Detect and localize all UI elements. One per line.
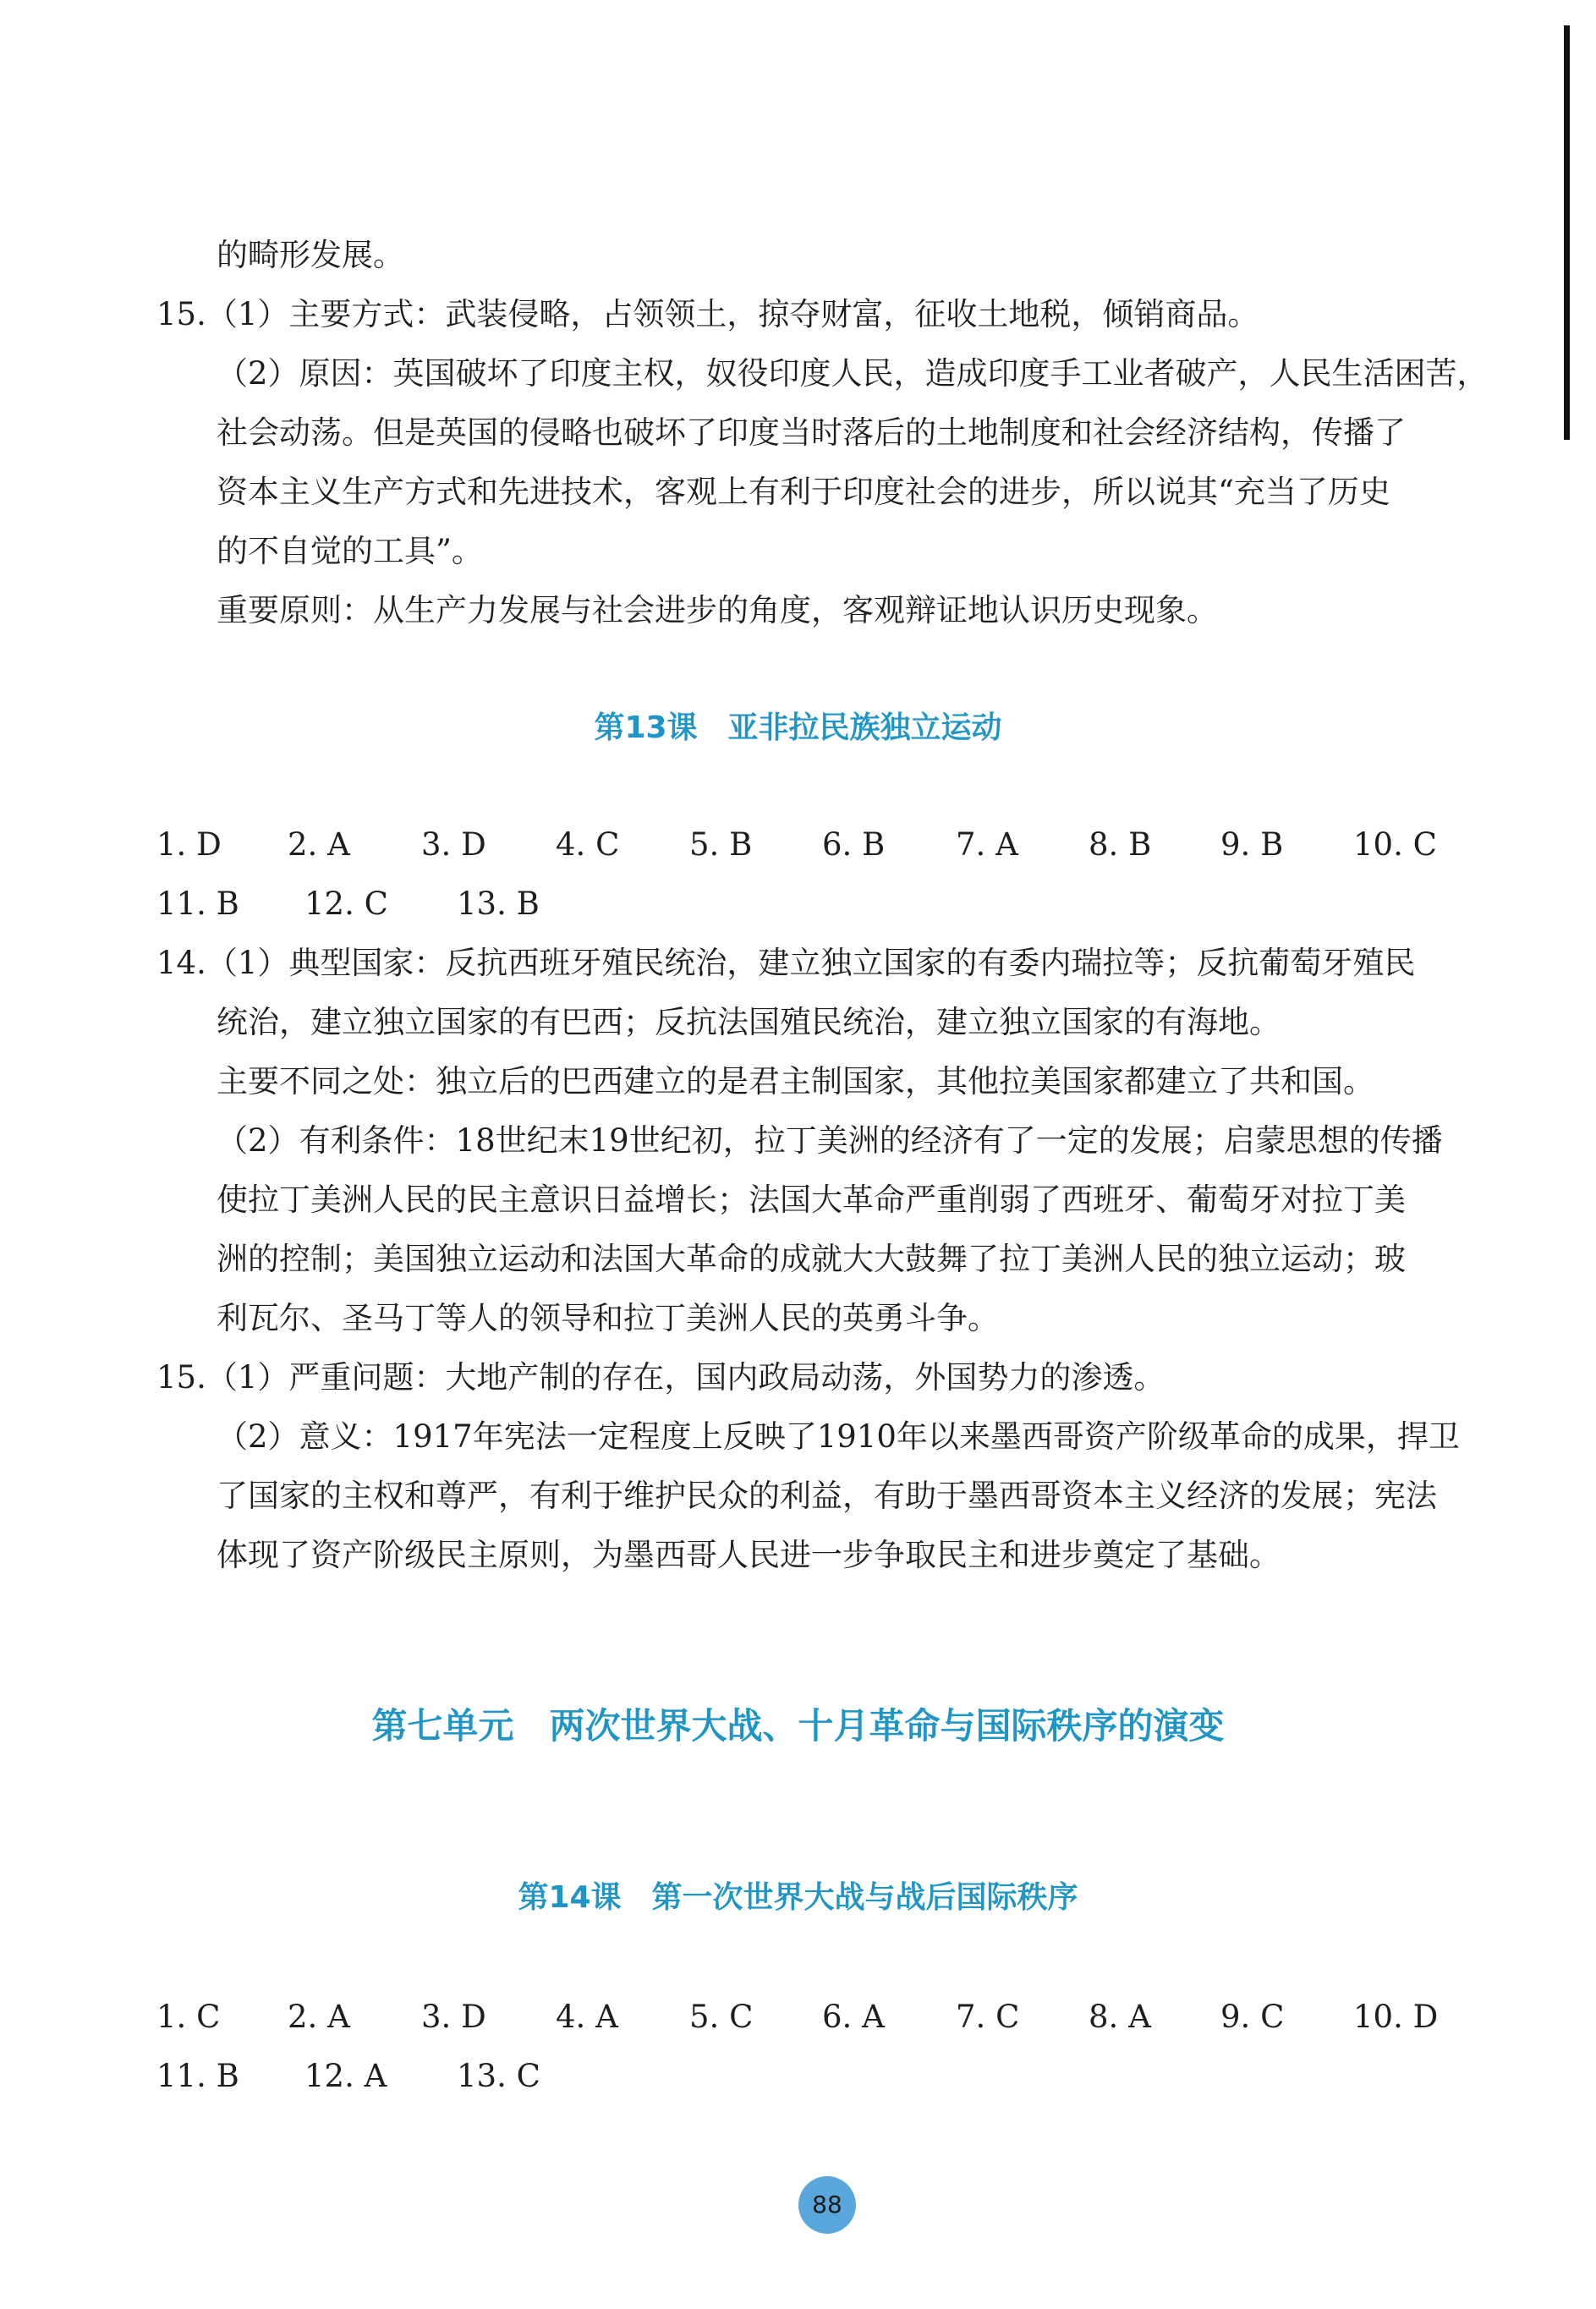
text-line: 了国家的主权和尊严，有利于维护民众的利益，有助于墨西哥资本主义经济的发展；宪法 bbox=[217, 1478, 1437, 1514]
answer-item: 3. D bbox=[421, 826, 486, 863]
answer-item: 2. A bbox=[288, 826, 350, 863]
answer-item: 2. A bbox=[288, 1999, 350, 2035]
text-line: 重要原则：从生产力发展与社会进步的角度，客观辩证地认识历史现象。 bbox=[217, 592, 1218, 628]
text-line: 洲的控制；美国独立运动和法国大革命的成就大大鼓舞了拉丁美洲人民的独立运动；玻 bbox=[217, 1241, 1406, 1277]
answer-item: 8. A bbox=[1089, 1999, 1151, 2035]
text-line: 14.（1）典型国家：反抗西班牙殖民统治，建立独立国家的有委内瑞拉等；反抗葡萄牙殖民 bbox=[156, 945, 1416, 981]
text-line: 的畸形发展。 bbox=[217, 237, 404, 273]
answer-item: 3. D bbox=[421, 1999, 486, 2035]
answer-item: 11. B bbox=[156, 2058, 239, 2094]
answer-item: 10. D bbox=[1353, 1999, 1439, 2035]
lesson-13-answers-row-1 bbox=[156, 823, 1467, 867]
answer-item: 9. C bbox=[1220, 1999, 1285, 2035]
lesson-13-answers-row-2 bbox=[156, 882, 664, 926]
text-line: （2）原因：英国破坏了印度主权，奴役印度人民，造成印度手工业者破产，人民生活困苦， bbox=[217, 355, 1489, 392]
text-line: 社会动荡。但是英国的侵略也破坏了印度当时落后的土地制度和社会经济结构，传播了 bbox=[217, 414, 1406, 451]
answer-item: 5. B bbox=[689, 826, 753, 863]
lesson-14-answers-row-2 bbox=[156, 2054, 664, 2098]
scan-edge-bar bbox=[1564, 25, 1570, 440]
text-line: 统治，建立独立国家的有巴西；反抗法国殖民统治，建立独立国家的有海地。 bbox=[217, 1004, 1281, 1040]
lesson-14-title: 第14课 第一次世界大战与战后国际秩序 bbox=[518, 1880, 1078, 1915]
page-number-badge: 88 bbox=[798, 2176, 856, 2234]
lesson-13-title: 第13课 亚非拉民族独立运动 bbox=[594, 710, 1002, 745]
answer-item: 4. A bbox=[556, 1999, 618, 2035]
answer-item: 11. B bbox=[156, 886, 239, 922]
answer-item: 9. B bbox=[1220, 826, 1284, 863]
answer-item: 6. A bbox=[822, 1999, 885, 2035]
answer-item: 13. C bbox=[457, 2058, 540, 2094]
answer-item: 10. C bbox=[1353, 826, 1437, 863]
answer-item: 8. B bbox=[1089, 826, 1152, 863]
answer-item: 4. C bbox=[556, 826, 620, 863]
answer-item: 13. B bbox=[457, 886, 540, 922]
text-line: 资本主义生产方式和先进技术，客观上有利于印度社会的进步，所以说其“充当了历史 bbox=[217, 474, 1390, 510]
text-line: （2）有利条件：18世纪末19世纪初，拉丁美洲的经济有了一定的发展；启蒙思想的传播 bbox=[217, 1122, 1443, 1159]
text-line: 使拉丁美洲人民的民主意识日益增长；法国大革命严重削弱了西班牙、葡萄牙对拉丁美 bbox=[217, 1182, 1406, 1218]
answer-item: 12. A bbox=[304, 2058, 387, 2094]
answer-item: 1. C bbox=[156, 1999, 221, 2035]
answer-item: 6. B bbox=[822, 826, 886, 863]
text-line: （2）意义：1917年宪法一定程度上反映了1910年以来墨西哥资产阶级革命的成果，捍卫 bbox=[217, 1418, 1460, 1455]
answer-item: 7. A bbox=[956, 826, 1018, 863]
text-line: 15.（1）严重问题：大地产制的存在，国内政局动荡，外国势力的渗透。 bbox=[156, 1359, 1165, 1396]
text-line: 利瓦尔、圣马丁等人的领导和拉丁美洲人民的英勇斗争。 bbox=[217, 1300, 999, 1336]
text-line: 主要不同之处：独立后的巴西建立的是君主制国家，其他拉美国家都建立了共和国。 bbox=[217, 1063, 1374, 1100]
answer-item: 12. C bbox=[304, 886, 388, 922]
lesson-14-answers-row-1 bbox=[156, 1995, 1467, 2039]
unit-7-title: 第七单元 两次世界大战、十月革命与国际秩序的演变 bbox=[371, 1705, 1225, 1747]
text-line: 的不自觉的工具”。 bbox=[217, 533, 483, 569]
text-line: 15.（1）主要方式：武装侵略，占领领土，掠夺财富，征收土地税，倾销商品。 bbox=[156, 296, 1259, 332]
text-line: 体现了资产阶级民主原则，为墨西哥人民进一步争取民主和进步奠定了基础。 bbox=[217, 1537, 1281, 1573]
answer-item: 7. C bbox=[956, 1999, 1020, 2035]
answer-item: 1. D bbox=[156, 826, 222, 863]
answer-item: 5. C bbox=[689, 1999, 754, 2035]
